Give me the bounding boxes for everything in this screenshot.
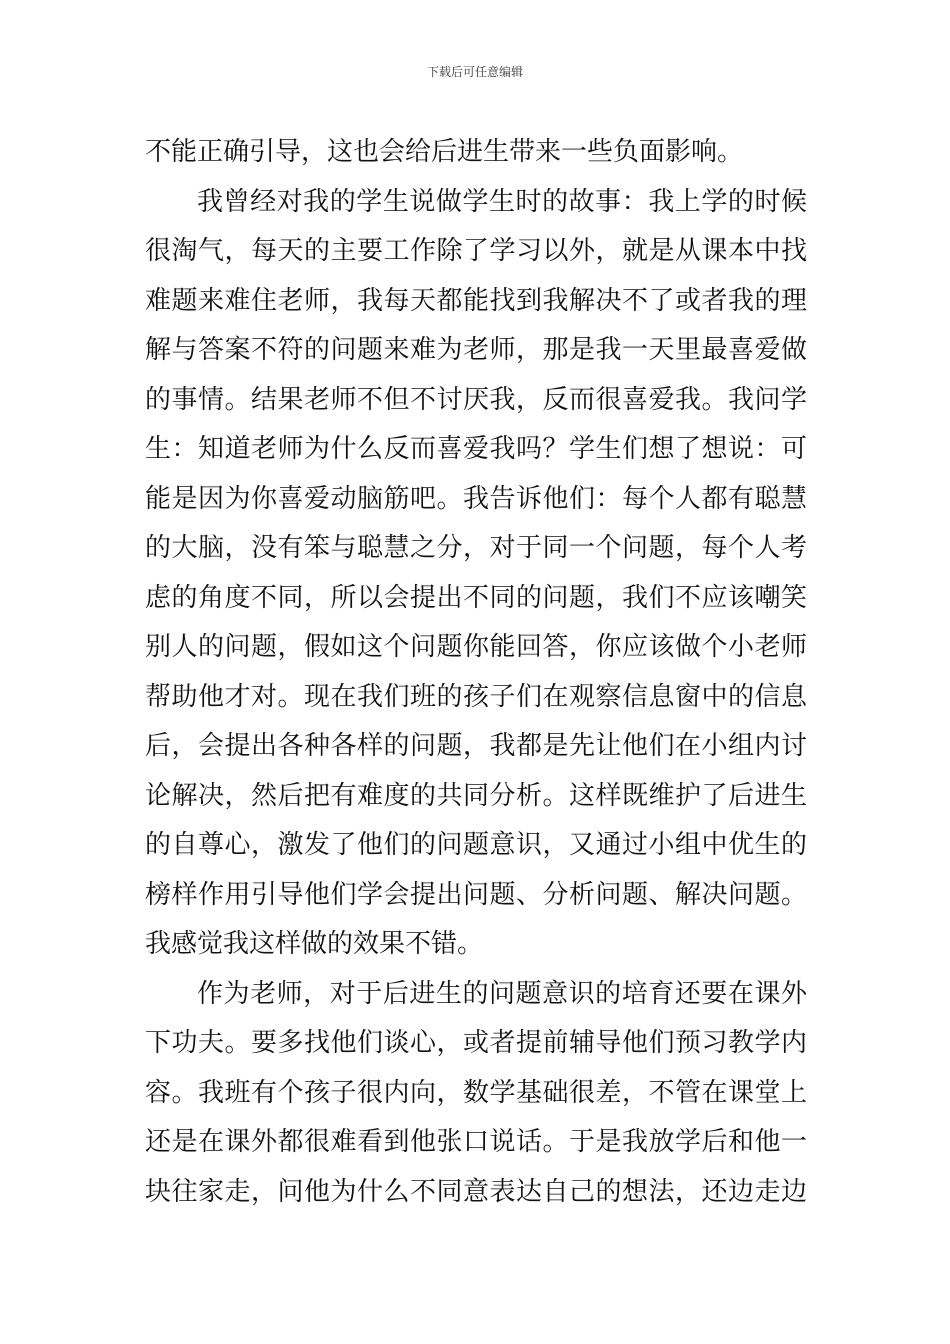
text-line: 容。我班有个孩子很内向，数学基础很差，不管在课堂上 [145,1077,807,1108]
page-header: 下载后可任意编辑 [426,65,523,79]
text-line: 榜样作用引导他们学会提出问题、分析问题、解决问题。 [145,879,807,910]
text-line: 还是在课外都很难看到他张口说话。于是我放学后和他一 [145,1127,807,1157]
text-line: 不能正确引导，这也会给后进生带来一些负面影响。 [145,137,744,167]
text-line: 后，会提出各种各样的问题，我都是先让他们在小组内讨 [145,731,807,761]
text-line: 解与答案不符的问题来难为老师，那是我一天里最喜爱做 [145,335,807,365]
text-line: 很淘气，每天的主要工作除了学习以外，就是从课本中找 [145,236,807,266]
text-line: 的事情。结果老师不但不讨厌我，反而很喜爱我。我问学 [145,384,807,415]
text-line: 下功夫。要多找他们谈心，或者提前辅导他们预习教学内 [145,1028,807,1058]
text-line: 难题来难住老师，我每天都能找到我解决不了或者我的理 [145,285,807,316]
document-body [145,128,807,1217]
text-line: 块往家走，问他为什么不同意表达自己的想法，还边走边 [145,1176,807,1207]
text-line: 别人的问题，假如这个问题你能回答，你应该做个小老师 [145,632,807,662]
text-line: 生：知道老师为什么反而喜爱我吗？学生们想了想说：可 [145,434,807,464]
text-line: 作为老师，对于后进生的问题意识的培育还要在课外 [197,978,807,1009]
text-line: 能是因为你喜爱动脑筋吧。我告诉他们：每个人都有聪慧 [145,483,807,514]
text-line: 的自尊心，激发了他们的问题意识，又通过小组中优生的 [145,830,807,860]
text-line: 我感觉我这样做的效果不错。 [145,929,484,959]
text-line: 论解决，然后把有难度的共同分析。这样既维护了后进生 [145,780,807,811]
text-line: 帮助他才对。现在我们班的孩子们在观察信息窗中的信息 [145,681,807,712]
text-line: 我曾经对我的学生说做学生时的故事：我上学的时候 [197,186,807,217]
text-line: 的大脑，没有笨与聪慧之分，对于同一个问题，每个人考 [145,533,807,563]
text-line: 虑的角度不同，所以会提出不同的问题，我们不应该嘲笑 [145,582,807,613]
